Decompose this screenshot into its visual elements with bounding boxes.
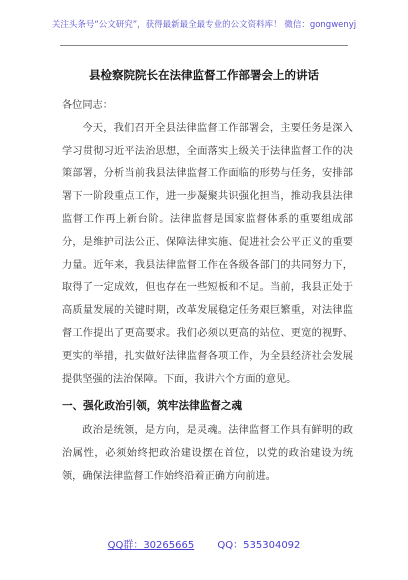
body-paragraph: 今天，我们召开全县法律监督工作部署会，主要任务是深入学习贯彻习近平法治思想，全面落实上级关于法律监督工作的决策部署，分析当前我县法律监督工作面临的形势与任务，安排部署下一阶段重点工作，进一步凝聚共识强化担当，推动我县法律监督工作再上新台阶。法律监督是国家监督体系的重要组成部分，是维护司法公正、保障法律实施、促进社会公平正义的重要力量。近年来，我县法律监督工作在各级各部门的共同努力下，取得了一定成效，但也存在一些短板和不足。当前，我县正处于高质量发展的关键时期，改革发展稳定任务艰巨繁重，对法律监督工作提出了更高要求。我们必须以更高的站位、更宽的视野、更实的举措，扎实做好法律监督各项工作，为全县经济社会发展提供坚强的法治保障。下面，我讲六个方面的意见。 — [62, 122, 353, 385]
header-note: 关注头条号“公文研究”，获得最新最全最专业的公文资料库！ 微信：gongwenyj — [51, 20, 357, 30]
salutation: 各位同志： — [62, 100, 113, 111]
footer-qq-group[interactable]: QQ群：30265665 — [107, 540, 195, 551]
footer-qq-number: QQ：535304092 — [217, 540, 301, 551]
document-title: 县检察院院长在法律监督工作部署会上的讲话 — [89, 68, 319, 82]
section-paragraph: 政治是统领，是方向，是灵魂。法律监督工作具有鲜明的政治属性，必须始终把政治建设摆在首位，以党的政治建设为统领，确保法律监督工作始终沿着正确方向前进。 — [62, 425, 353, 482]
footer-contacts — [0, 536, 408, 551]
header-divider — [60, 45, 348, 46]
section-heading: 一、强化政治引领，筑牢法律监督之魂 — [62, 400, 243, 413]
document-body — [62, 95, 353, 489]
